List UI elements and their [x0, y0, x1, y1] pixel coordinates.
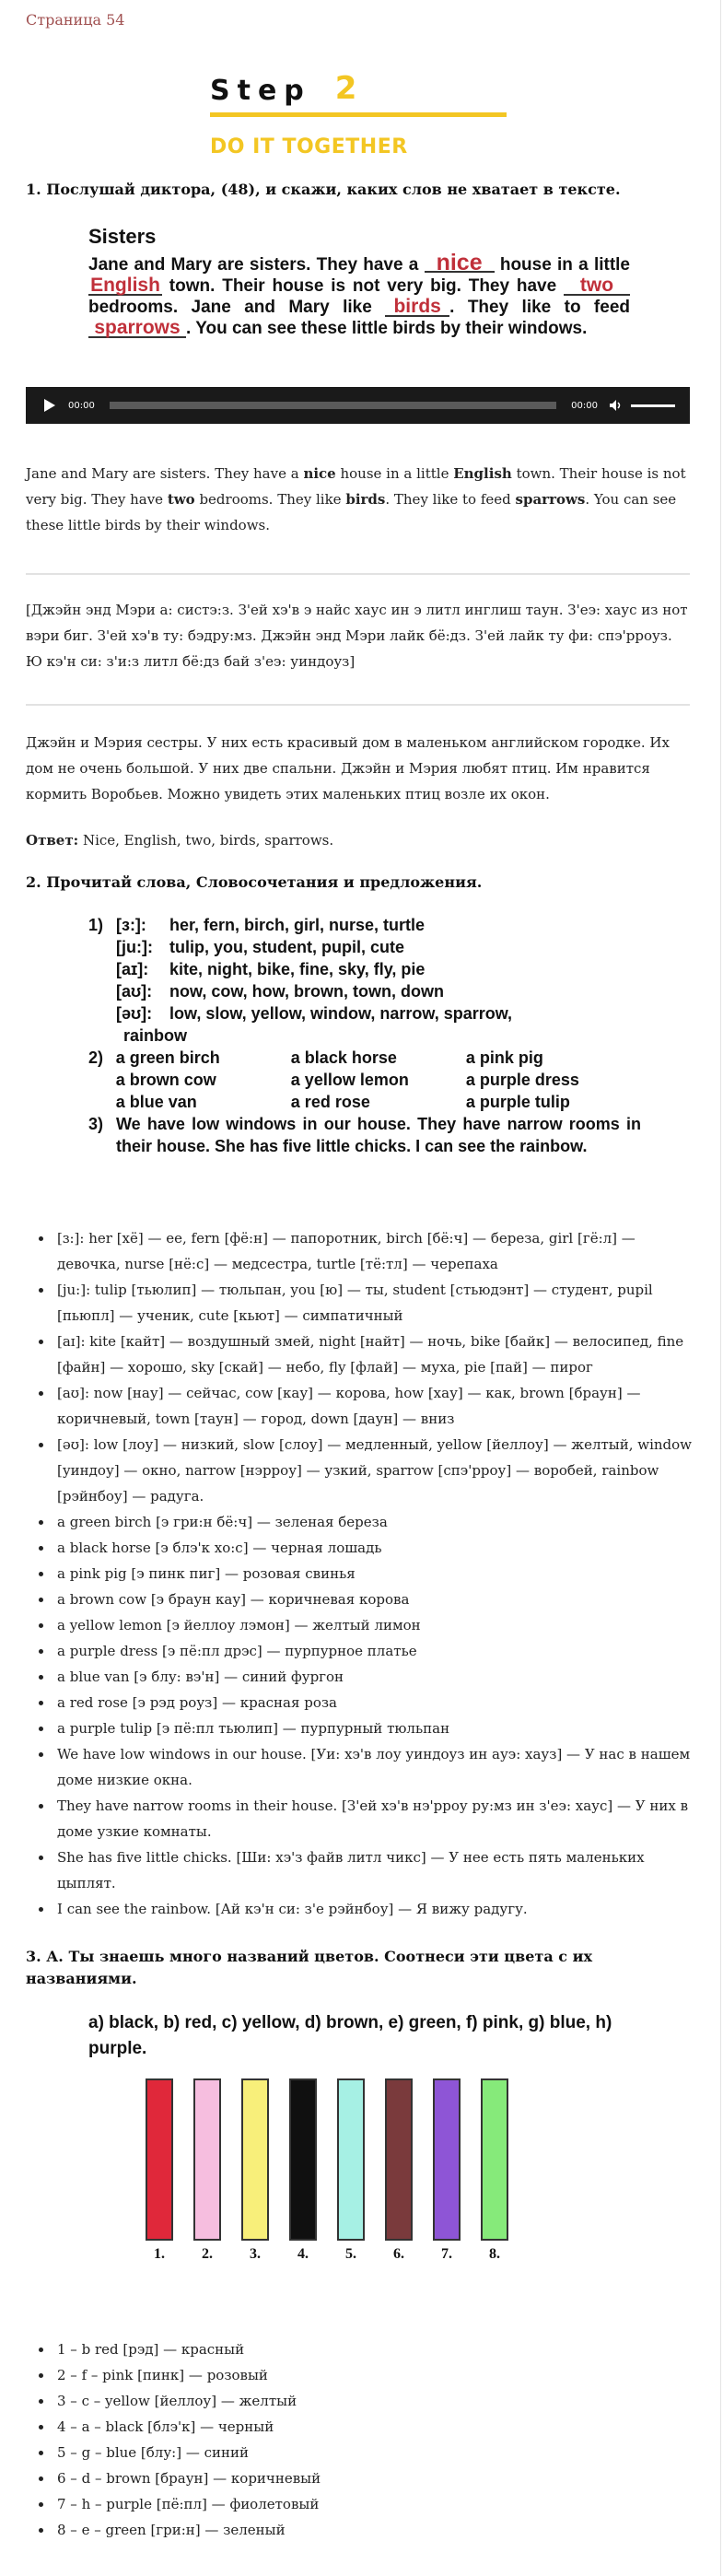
- list-item: • a red rose [э рэд роуз] — красная роза: [53, 1690, 703, 1715]
- color-swatch: [337, 2078, 365, 2241]
- color-swatch: [241, 2078, 269, 2241]
- text-part: . You can see these little birds by their windows.: [186, 319, 588, 338]
- phrase: a brown cow: [115, 1071, 216, 1089]
- list-item: • 5 – g – blue [блу:] — синий: [53, 2440, 703, 2465]
- answer-word: sparrows: [515, 491, 586, 508]
- answer-word: two: [167, 491, 195, 508]
- item-number: [88, 936, 116, 958]
- step-divider: [210, 112, 507, 117]
- answer-label: Ответ:: [26, 832, 79, 849]
- step-number: 2: [334, 70, 357, 107]
- phrase: a purple tulip: [465, 1093, 570, 1111]
- current-time: 00:00: [68, 400, 95, 411]
- exercise-text: [88, 250, 631, 339]
- list-item: • a purple tulip [э пё:пл тьюлип] — пурпурный тюльпан: [53, 1715, 703, 1741]
- color-swatch: [289, 2078, 317, 2241]
- task3-heading: 3. А. Ты знаешь много названий цветов. Соотнеси эти цвета с их названиями.: [26, 1948, 592, 1987]
- color-swatches: [146, 2078, 532, 2262]
- sound-symbol: [əʊ]:: [116, 1004, 153, 1023]
- list-item: • a brown cow [э браун кау] — коричневая корова: [53, 1587, 703, 1612]
- list-item: • a black horse [э блэ'к хо:с] — черная лошадь: [53, 1535, 703, 1561]
- text-part: town. Their house is not very big. They have: [162, 276, 564, 296]
- list-item: • They have narrow rooms in their house. [З'ей хэ'в нэ'рроу ру:мз ин з'еэ: хаус] — У них в доме узкие комнаты.: [53, 1793, 703, 1844]
- text-part: bedrooms. They like: [194, 491, 346, 508]
- list-item: • [ɜ:]: her [хё] — ее, fern [фё:н] — папоротник, birch [бё:ч] — береза, girl [гё:л] — девочка, nurse [нё:с] — медсестра, turtle [тё:тл] — черепаха: [53, 1225, 703, 1277]
- phrase: a green birch: [115, 1048, 220, 1067]
- color-options: a) black, b) red, c) yellow, d) brown, e) green, f) pink, g) blue, h) purple.: [88, 2013, 612, 2058]
- text-part: Jane and Mary are sisters. They have a: [88, 255, 425, 275]
- swatch-label: 8.: [489, 2246, 500, 2262]
- item-number: [88, 1069, 116, 1091]
- sound-row: [88, 936, 641, 958]
- phrase: a pink pig: [465, 1048, 543, 1067]
- sentence-block: [88, 1113, 641, 1157]
- sound-symbol: [aɪ]:: [116, 960, 149, 978]
- item-number: 1): [88, 916, 104, 934]
- translation-paragraph: Джэйн и Мэрия сестры. У них есть красивый дом в маленьком английском городке. Их дом не очень большой. У них две спальни. Джэйн и Мэрия любят птиц. Им нравится кормить Воробьев. Можно увидеть этих маленьких птиц возле их окон.: [26, 734, 670, 802]
- volume-icon[interactable]: [609, 399, 622, 412]
- task1-heading: 1. Послушай диктора, (48), и скажи, каких слов не хватает в тексте.: [26, 181, 621, 198]
- swatch-label: 7.: [441, 2246, 452, 2262]
- sentences: We have low windows in our house. They have narrow rooms in their house. She has five little chicks. I can see the rainbow.: [116, 1115, 641, 1155]
- sound-row: [88, 1002, 641, 1025]
- color-swatch: [146, 2078, 173, 2241]
- list-item: • 6 – d – brown [браун] — коричневый: [53, 2465, 703, 2491]
- sound-symbol: [ɜ:]:: [116, 916, 146, 934]
- phrase: a black horse: [290, 1048, 397, 1067]
- divider: [26, 704, 690, 706]
- list-item: • 3 – c – yellow [йеллоу] — желтый: [53, 2388, 703, 2414]
- list-item: • 4 – a – black [блэ'к] — черный: [53, 2414, 703, 2440]
- sound-row: [88, 958, 641, 980]
- exercise-title: Sisters: [88, 225, 157, 248]
- item-number: [88, 958, 116, 980]
- step-banner: [210, 59, 510, 158]
- answer-gap: nice: [425, 254, 495, 273]
- page-border: [720, 0, 721, 2576]
- list-item: • a pink pig [э пинк пиг] — розовая свинья: [53, 1561, 703, 1587]
- step-word: Step: [210, 75, 311, 107]
- sisters-exercise: [88, 225, 630, 339]
- transcript-paragraph: [26, 461, 690, 538]
- answer-word: English: [453, 465, 512, 482]
- page-number: Страница 54: [26, 11, 125, 29]
- sound-words: her, fern, birch, girl, nurse, turtle: [169, 916, 426, 934]
- swatch-label: 4.: [297, 2246, 309, 2262]
- color-answers-list: [26, 2336, 703, 2543]
- list-item: • [aʊ]: now [нау] — сейчас, cow [кау] — корова, how [хау] — как, brown [браун] — коричневый, town [таун] — город, down [даун] — вниз: [53, 1380, 703, 1432]
- vocabulary-list: [26, 1225, 703, 1922]
- swatch-label: 5.: [345, 2246, 356, 2262]
- transcription-paragraph: [Джэйн энд Мэри а: систэ:з. З'ей хэ'в э найс хаус ин э литл инглиш таун. З'еэ: хаус из нот вэри биг. З'ей хэ'в ту: бэдру:мз. Джэйн энд Мэри лайк бё:дз. З'ей лайк ту фи: спэ'рроуз. Ю кэ'н си: з'и:з литл бё:дз бай з'еэ: уиндоуз]: [26, 602, 688, 670]
- list-item: • 7 – h – purple [пё:пл] — фиолетовый: [53, 2491, 703, 2517]
- sound-words: low, slow, yellow, window, narrow, sparrow,: [169, 1004, 513, 1023]
- answer-word: nice: [303, 465, 336, 482]
- phrase-row: [88, 1069, 641, 1091]
- swatch-label: 3.: [250, 2246, 261, 2262]
- sound-words: kite, night, bike, fine, sky, fly, pie: [169, 960, 426, 978]
- task2-heading: 2. Прочитай слова, Словосочетания и предложения.: [26, 873, 483, 891]
- list-item: • We have low windows in our house. [Уи: хэ'в лоу уиндоуз ин ауэ: хауз] — У нас в нашем доме низкие окна.: [53, 1741, 703, 1793]
- phrase: a blue van: [115, 1093, 197, 1111]
- answer-gap: sparrows: [88, 320, 186, 338]
- progress-slider[interactable]: [110, 402, 556, 409]
- color-swatch: [481, 2078, 508, 2241]
- answer-gap: English: [88, 277, 162, 296]
- volume-slider[interactable]: [631, 404, 675, 407]
- sound-symbol: [ju:]:: [116, 938, 153, 956]
- text-part: . You can see these little birds by their windows.: [26, 491, 677, 533]
- list-item: • [ju:]: tulip [тьюлип] — тюльпан, you [ю] — ты, student [стьюдэнт] — студент, pupil [пьюпл] — ученик, cute [кьют] — симпатичный: [53, 1277, 703, 1329]
- sound-words: tulip, you, student, pupil, cute: [169, 938, 404, 956]
- text-part: house in a little: [494, 255, 631, 275]
- list-item: • I can see the rainbow. [Ай кэ'н си: з'е рэйнбоу] — Я вижу радугу.: [53, 1896, 703, 1922]
- item-number: [88, 1002, 116, 1025]
- divider: [26, 573, 690, 575]
- color-swatch: [193, 2078, 221, 2241]
- step-subtitle: DO IT TOGETHER: [210, 135, 408, 158]
- text-part: bedrooms. Jane and Mary like: [88, 298, 386, 317]
- phrase: a yellow lemon: [290, 1071, 409, 1089]
- text-part: Jane and Mary are sisters. They have a: [26, 465, 304, 482]
- play-icon[interactable]: [44, 399, 55, 412]
- answer-gap: birds: [385, 299, 449, 317]
- list-item: • 2 – f – pink [пинк] — розовый: [53, 2362, 703, 2388]
- phrase-row: [88, 1091, 641, 1113]
- reading-exercise: [88, 914, 641, 1157]
- item-number: [88, 1091, 116, 1113]
- item-number: [88, 980, 116, 1002]
- text-part: town. Their house is not very big. They have: [26, 465, 686, 508]
- list-item: • 1 – b red [рэд] — красный: [53, 2336, 703, 2362]
- sound-row: [88, 914, 641, 936]
- audio-player: [26, 387, 690, 424]
- swatch-label: 1.: [154, 2246, 165, 2262]
- sound-symbol: [aʊ]:: [116, 982, 153, 1001]
- item-number: 3): [88, 1115, 104, 1133]
- answer-word: birds: [345, 491, 386, 508]
- sound-row: [88, 980, 641, 1002]
- phrase: a red rose: [290, 1093, 370, 1111]
- color-swatch: [433, 2078, 461, 2241]
- sound-row-tail: [88, 1025, 641, 1047]
- list-item: • a blue van [э блу: вэ'н] — синий фургон: [53, 1664, 703, 1690]
- list-item: • She has five little chicks. [Ши: хэ'з файв литл чикс] — У нее есть пять маленьких цыплят.: [53, 1844, 703, 1896]
- text-part: . They like to feed: [449, 298, 630, 317]
- color-swatch: [385, 2078, 413, 2241]
- answer-gap: two: [564, 277, 630, 296]
- item-number: 2): [88, 1048, 104, 1067]
- answer-line: [26, 827, 690, 853]
- answer-text: Nice, English, two, birds, sparrows.: [78, 832, 334, 849]
- duration-time: 00:00: [571, 400, 598, 411]
- text-part: house in a little: [335, 465, 454, 482]
- sound-words: rainbow: [123, 1026, 188, 1045]
- list-item: • a yellow lemon [э йеллоу лэмон] — желтый лимон: [53, 1612, 703, 1638]
- list-item: • a green birch [э гри:н бё:ч] — зеленая береза: [53, 1509, 703, 1535]
- list-item: • [aɪ]: kite [кайт] — воздушный змей, night [найт] — ночь, bike [байк] — велосипед, fine [файн] — хорошо, sky [скай] — небо, fly [флай] — муха, pie [пай] — пирог: [53, 1329, 703, 1380]
- list-item: • a purple dress [э пё:пл дрэс] — пурпурное платье: [53, 1638, 703, 1664]
- list-item: • [əʊ]: low [лоу] — низкий, slow [слоу] — медленный, yellow [йеллоу] — желтый, window [уиндоу] — окно, narrow [нэрроу] — узкий, sparrow [спэ'рроу] — воробей, rainbow [рэйнбоу] — радуга.: [53, 1432, 703, 1509]
- swatch-label: 2.: [202, 2246, 213, 2262]
- phrase: a purple dress: [465, 1071, 579, 1089]
- sound-words: now, cow, how, brown, town, down: [169, 982, 444, 1001]
- text-part: . They like to feed: [385, 491, 516, 508]
- phrase-row: [88, 1047, 641, 1069]
- list-item: • 8 – e – green [гри:н] — зеленый: [53, 2517, 703, 2543]
- swatch-label: 6.: [393, 2246, 404, 2262]
